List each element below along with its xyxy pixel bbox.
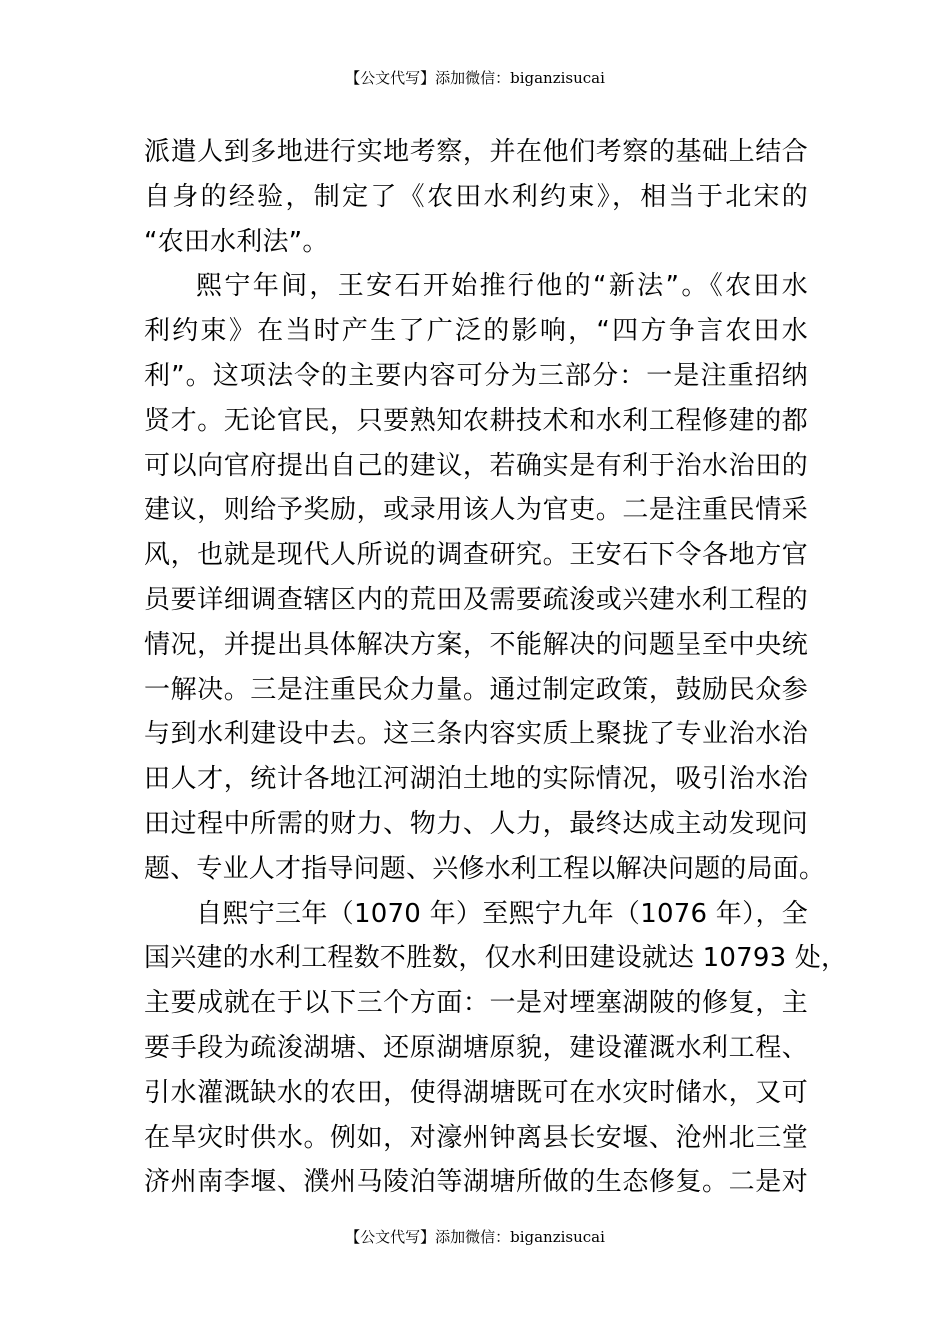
text-line: 田人才，统计各地江河湖泊土地的实际情况，吸引治水治 — [144, 764, 808, 795]
text-line: 自身的经验，制定了《农田水利约束》，相当于北宋的 — [144, 181, 808, 212]
text-line: 利约束》在当时产生了广泛的影响，“四方争言农田水 — [144, 316, 808, 347]
text-line: 贤才。无论官民，只要熟知农耕技术和水利工程修建的都 — [144, 405, 808, 436]
text-line: 要手段为疏浚湖塘、还原湖塘原貌，建设灌溉水利工程、 — [144, 1032, 808, 1063]
text-line: 熙宁年间，王安石开始推行他的“新法”。《农田水 — [196, 271, 808, 302]
text-line: 情况，并提出具体解决方案，不能解决的问题呈至中央统 — [144, 629, 808, 660]
text-line: “农田水利法”。 — [144, 226, 329, 257]
text-line: 引水灌溉缺水的农田，使得湖塘既可在水灾时储水，又可 — [144, 1077, 808, 1108]
text-line: 可以向官府提出自己的建议，若确实是有利于治水治田的 — [144, 450, 808, 481]
text-line: 利”。这项法令的主要内容可分为三部分：一是注重招纳 — [144, 360, 808, 391]
document-body — [144, 130, 848, 1205]
text-line: 派遣人到多地进行实地考察，并在他们考察的基础上结合 — [144, 137, 808, 167]
text-line: 员要详细调查辖区内的荒田及需要疏浚或兴建水利工程的 — [144, 584, 808, 615]
paragraph — [144, 130, 808, 264]
page-footer-watermark: 【公文代写】添加微信：biganzisucai — [345, 1228, 605, 1246]
text-line: 主要成就在于以下三个方面：一是对堙塞湖陂的修复，主 — [144, 988, 808, 1019]
text-line: 国兴建的水利工程数不胜数，仅水利田建设就达 10793 处， — [144, 943, 848, 974]
text-line: 田过程中所需的财力、物力、人力，最终达成主动发现问 — [144, 808, 808, 839]
text-line: 建议，则给予奖励，或录用该人为官吏。二是注重民情采 — [144, 495, 808, 526]
paragraph — [144, 264, 826, 891]
paragraph — [144, 892, 848, 1206]
text-line: 济州南李堰、濮州马陵泊等湖塘所做的生态修复。二是对 — [144, 1167, 808, 1198]
text-line: 风，也就是现代人所说的调查研究。王安石下令各地方官 — [144, 540, 808, 571]
text-line: 在旱灾时供水。例如，对濠州钟离县长安堰、沧州北三堂 — [144, 1122, 808, 1153]
page-header-watermark: 【公文代写】添加微信：biganzisucai — [345, 69, 605, 87]
text-line: 自熙宁三年（1070 年）至熙宁九年（1076 年），全 — [196, 898, 808, 929]
text-line: 与到水利建设中去。这三条内容实质上聚拢了专业治水治 — [144, 719, 808, 750]
text-line: 一解决。三是注重民众力量。通过制定政策，鼓励民众参 — [144, 674, 808, 705]
text-line: 题、专业人才指导问题、兴修水利工程以解决问题的局面。 — [144, 853, 826, 884]
